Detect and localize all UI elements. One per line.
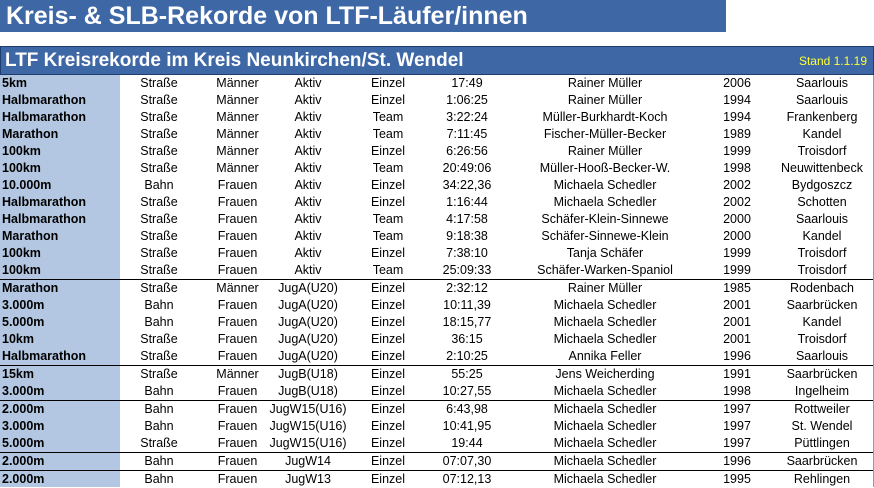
cell-year: 2001 [723, 298, 751, 312]
cell-time: 18:15,77 [442, 315, 492, 329]
cell-year: 1997 [723, 419, 751, 433]
cell-discipline: 2.000m [2, 402, 45, 416]
table-row [0, 418, 873, 435]
cell-surface: Straße [140, 212, 178, 226]
cell-place: Rehlingen [793, 472, 851, 486]
cell-year: 1999 [723, 263, 751, 277]
cell-surface: Straße [140, 76, 178, 90]
cell-gender: Männer [216, 76, 259, 90]
cell-year: 1998 [723, 161, 751, 175]
cell-surface: Straße [140, 367, 178, 381]
cell-discipline: 3.000m [2, 384, 45, 398]
cell-name: Michaela Schedler [553, 195, 657, 209]
records-table [0, 75, 874, 487]
cell-age-class: Aktiv [294, 229, 322, 243]
section-title: LTF Kreisrekorde im Kreis Neunkirchen/St. Wendel [5, 50, 464, 71]
table-row [0, 331, 873, 348]
cell-time: 55:25 [451, 367, 483, 381]
cell-time: 25:09:33 [442, 263, 492, 277]
cell-surface: Straße [140, 161, 178, 175]
cell-gender: Frauen [217, 212, 258, 226]
table-row [0, 109, 873, 126]
table-row [0, 452, 873, 470]
cell-surface: Straße [140, 195, 178, 209]
cell-surface: Straße [140, 110, 178, 124]
cell-name: Michaela Schedler [553, 454, 657, 468]
cell-name: Michaela Schedler [553, 178, 657, 192]
cell-name: Tanja Schäfer [566, 246, 644, 260]
table-row [0, 194, 873, 211]
table-row [0, 365, 873, 383]
table-row [0, 92, 873, 109]
cell-surface: Straße [140, 332, 178, 346]
cell-discipline: 3.000m [2, 419, 45, 433]
cell-time: 4:17:58 [446, 212, 488, 226]
cell-name: Michaela Schedler [553, 332, 657, 346]
cell-discipline: 3.000m [2, 298, 45, 312]
cell-year: 1999 [723, 144, 751, 158]
cell-discipline: 100km [2, 161, 41, 175]
cell-age-class: JugW15(U16) [269, 436, 347, 450]
cell-gender: Frauen [217, 178, 258, 192]
cell-time: 10:27,55 [442, 384, 492, 398]
cell-type: Einzel [370, 315, 406, 329]
cell-surface: Bahn [144, 472, 174, 486]
table-row [0, 435, 873, 452]
cell-surface: Straße [140, 229, 178, 243]
cell-time: 9:18:38 [446, 229, 488, 243]
cell-time: 2:32:12 [446, 281, 488, 295]
table-row [0, 75, 873, 92]
page-title: Kreis- & SLB-Rekorde von LTF-Läufer/innen [0, 0, 726, 32]
cell-gender: Männer [216, 161, 259, 175]
cell-discipline: 100km [2, 144, 41, 158]
cell-type: Einzel [370, 402, 406, 416]
cell-name: Rainer Müller [567, 144, 643, 158]
cell-surface: Straße [140, 246, 178, 260]
cell-place: Troisdorf [797, 246, 847, 260]
cell-year: 1999 [723, 246, 751, 260]
cell-gender: Frauen [217, 436, 258, 450]
cell-name: Schäfer-Sinnewe-Klein [541, 229, 669, 243]
cell-discipline: Halbmarathon [2, 195, 87, 209]
cell-discipline: Halbmarathon [2, 212, 87, 226]
cell-age-class: Aktiv [294, 212, 322, 226]
cell-time: 10:41,95 [442, 419, 492, 433]
cell-age-class: JugA(U20) [278, 332, 338, 346]
cell-discipline: 100km [2, 246, 41, 260]
cell-discipline: 10km [2, 332, 34, 346]
cell-age-class: Aktiv [294, 246, 322, 260]
cell-year: 1995 [723, 472, 751, 486]
cell-surface: Bahn [144, 402, 174, 416]
cell-year: 2006 [723, 76, 751, 90]
cell-gender: Männer [216, 110, 259, 124]
cell-age-class: Aktiv [294, 263, 322, 277]
cell-year: 2002 [723, 195, 751, 209]
cell-surface: Bahn [144, 178, 174, 192]
cell-year: 1991 [723, 367, 751, 381]
cell-name: Michaela Schedler [553, 472, 657, 486]
cell-type: Team [372, 229, 404, 243]
cell-time: 17:49 [451, 76, 483, 90]
cell-time: 1:16:44 [446, 195, 488, 209]
table-row [0, 279, 873, 297]
cell-place: Frankenberg [786, 110, 858, 124]
cell-type: Einzel [370, 332, 406, 346]
cell-place: Saarbrücken [786, 298, 858, 312]
cell-year: 1996 [723, 349, 751, 363]
table-row [0, 383, 873, 400]
cell-gender: Frauen [217, 419, 258, 433]
cell-name: Michaela Schedler [553, 402, 657, 416]
cell-type: Einzel [370, 76, 406, 90]
cell-surface: Straße [140, 127, 178, 141]
cell-place: Kandel [802, 315, 842, 329]
table-row [0, 262, 873, 279]
cell-discipline: 10.000m [2, 178, 52, 192]
cell-place: Saarlouis [795, 76, 849, 90]
cell-place: Troisdorf [797, 263, 847, 277]
cell-discipline: 5km [2, 76, 28, 90]
table-row [0, 228, 873, 245]
cell-type: Team [372, 263, 404, 277]
cell-gender: Frauen [217, 454, 258, 468]
cell-name: Rainer Müller [567, 76, 643, 90]
cell-gender: Männer [216, 281, 259, 295]
cell-name: Müller-Hooß-Becker-W. [539, 161, 671, 175]
table-row [0, 143, 873, 160]
cell-type: Team [372, 110, 404, 124]
cell-year: 2002 [723, 178, 751, 192]
cell-gender: Frauen [217, 298, 258, 312]
cell-surface: Bahn [144, 384, 174, 398]
cell-place: Schotten [797, 195, 847, 209]
cell-year: 1985 [723, 281, 751, 295]
cell-type: Einzel [370, 178, 406, 192]
table-row [0, 348, 873, 365]
cell-year: 1998 [723, 384, 751, 398]
cell-year: 1997 [723, 436, 751, 450]
cell-type: Einzel [370, 384, 406, 398]
cell-name: Jens Weicherding [555, 367, 655, 381]
cell-name: Michaela Schedler [553, 315, 657, 329]
cell-type: Einzel [370, 93, 406, 107]
cell-time: 07:12,13 [442, 472, 492, 486]
cell-surface: Bahn [144, 419, 174, 433]
cell-time: 19:44 [451, 436, 483, 450]
cell-gender: Frauen [217, 195, 258, 209]
cell-place: Kandel [802, 127, 842, 141]
cell-age-class: Aktiv [294, 76, 322, 90]
cell-type: Einzel [370, 281, 406, 295]
cell-discipline: Halbmarathon [2, 93, 87, 107]
cell-year: 1994 [723, 110, 751, 124]
cell-gender: Frauen [217, 349, 258, 363]
table-row [0, 314, 873, 331]
cell-gender: Frauen [217, 246, 258, 260]
cell-year: 2001 [723, 315, 751, 329]
cell-name: Michaela Schedler [553, 436, 657, 450]
cell-year: 2000 [723, 212, 751, 226]
cell-surface: Straße [140, 144, 178, 158]
cell-age-class: Aktiv [294, 93, 322, 107]
cell-place: Saarlouis [795, 349, 849, 363]
cell-time: 07:07,30 [442, 454, 492, 468]
cell-time: 6:43,98 [446, 402, 488, 416]
cell-surface: Bahn [144, 298, 174, 312]
cell-time: 1:06:25 [446, 93, 488, 107]
table-row [0, 177, 873, 194]
cell-name: Schäfer-Warken-Spaniol [537, 263, 673, 277]
cell-surface: Straße [140, 93, 178, 107]
cell-time: 36:15 [451, 332, 483, 346]
cell-gender: Frauen [217, 315, 258, 329]
cell-surface: Bahn [144, 315, 174, 329]
cell-age-class: JugW15(U16) [269, 402, 347, 416]
cell-gender: Frauen [217, 384, 258, 398]
cell-type: Einzel [370, 144, 406, 158]
cell-age-class: Aktiv [294, 178, 322, 192]
cell-name: Fischer-Müller-Becker [543, 127, 667, 141]
cell-place: Rodenbach [790, 281, 854, 295]
cell-place: Saarlouis [795, 93, 849, 107]
cell-year: 1997 [723, 402, 751, 416]
cell-gender: Männer [216, 127, 259, 141]
cell-age-class: JugA(U20) [278, 281, 338, 295]
table-row [0, 211, 873, 228]
cell-name: Michaela Schedler [553, 298, 657, 312]
cell-name: Annika Feller [568, 349, 642, 363]
table-row [0, 126, 873, 143]
cell-time: 2:10:25 [446, 349, 488, 363]
cell-place: Kandel [802, 229, 842, 243]
cell-discipline: Marathon [2, 229, 59, 243]
cell-age-class: JugA(U20) [278, 298, 338, 312]
cell-age-class: Aktiv [294, 161, 322, 175]
cell-name: Schäfer-Klein-Sinnewe [541, 212, 669, 226]
cell-type: Team [372, 127, 404, 141]
cell-time: 34:22,36 [442, 178, 492, 192]
cell-place: Ingelheim [794, 384, 850, 398]
cell-place: Rottweiler [794, 402, 850, 416]
cell-age-class: JugA(U20) [278, 349, 338, 363]
cell-discipline: 5.000m [2, 315, 45, 329]
table-row [0, 160, 873, 177]
cell-age-class: JugB(U18) [278, 367, 338, 381]
section-header [0, 46, 874, 75]
cell-age-class: Aktiv [294, 195, 322, 209]
cell-type: Einzel [370, 246, 406, 260]
cell-year: 2001 [723, 332, 751, 346]
cell-discipline: Halbmarathon [2, 349, 87, 363]
cell-place: Neuwittenbeck [781, 161, 863, 175]
cell-type: Einzel [370, 436, 406, 450]
cell-place: Saarlouis [795, 212, 849, 226]
cell-surface: Straße [140, 263, 178, 277]
cell-type: Team [372, 161, 404, 175]
cell-age-class: Aktiv [294, 127, 322, 141]
cell-age-class: JugW13 [285, 472, 331, 486]
cell-year: 1996 [723, 454, 751, 468]
cell-discipline: 15km [2, 367, 34, 381]
cell-time: 7:11:45 [446, 127, 488, 141]
cell-age-class: JugW15(U16) [269, 419, 347, 433]
cell-gender: Frauen [217, 472, 258, 486]
cell-gender: Frauen [217, 263, 258, 277]
cell-type: Einzel [370, 195, 406, 209]
cell-type: Einzel [370, 298, 406, 312]
cell-surface: Bahn [144, 454, 174, 468]
cell-surface: Straße [140, 436, 178, 450]
cell-discipline: Halbmarathon [2, 110, 87, 124]
cell-place: Troisdorf [797, 144, 847, 158]
cell-age-class: Aktiv [294, 144, 322, 158]
cell-type: Einzel [370, 419, 406, 433]
cell-time: 20:49:06 [442, 161, 492, 175]
cell-place: Saarbrücken [786, 454, 858, 468]
cell-type: Einzel [370, 367, 406, 381]
cell-type: Einzel [370, 472, 406, 486]
cell-name: Müller-Burkhardt-Koch [542, 110, 668, 124]
cell-name: Michaela Schedler [553, 384, 657, 398]
cell-year: 2000 [723, 229, 751, 243]
cell-discipline: Marathon [2, 127, 59, 141]
cell-discipline: Marathon [2, 281, 59, 295]
cell-age-class: JugB(U18) [278, 384, 338, 398]
cell-age-class: JugW14 [285, 454, 331, 468]
cell-place: Saarbrücken [786, 367, 858, 381]
cell-gender: Frauen [217, 402, 258, 416]
cell-type: Einzel [370, 454, 406, 468]
cell-place: Troisdorf [797, 332, 847, 346]
cell-gender: Frauen [217, 332, 258, 346]
cell-gender: Männer [216, 93, 259, 107]
cell-time: 10:11,39 [443, 298, 491, 312]
cell-place: St. Wendel [791, 419, 853, 433]
cell-type: Team [372, 212, 404, 226]
cell-discipline: 100km [2, 263, 41, 277]
cell-year: 1989 [723, 127, 751, 141]
cell-surface: Straße [140, 281, 178, 295]
table-row [0, 245, 873, 262]
cell-place: Püttlingen [794, 436, 850, 450]
cell-time: 6:26:56 [446, 144, 488, 158]
cell-year: 1994 [723, 93, 751, 107]
cell-discipline: 5.000m [2, 436, 45, 450]
cell-time: 3:22:24 [446, 110, 488, 124]
cell-time: 7:38:10 [446, 246, 488, 260]
cell-surface: Straße [140, 349, 178, 363]
cell-gender: Männer [216, 144, 259, 158]
cell-name: Rainer Müller [567, 281, 643, 295]
cell-discipline: 2.000m [2, 454, 45, 468]
table-row [0, 297, 873, 314]
table-row [0, 400, 873, 418]
cell-place: Bydgoszcz [791, 178, 853, 192]
cell-name: Michaela Schedler [553, 419, 657, 433]
cell-discipline: 2.000m [2, 472, 45, 486]
cell-age-class: Aktiv [294, 110, 322, 124]
cell-type: Einzel [370, 349, 406, 363]
table-row [0, 470, 873, 488]
cell-name: Rainer Müller [567, 93, 643, 107]
cell-gender: Männer [216, 367, 259, 381]
cell-age-class: JugA(U20) [278, 315, 338, 329]
stand-date: Stand 1.1.19 [798, 54, 867, 68]
cell-gender: Frauen [217, 229, 258, 243]
